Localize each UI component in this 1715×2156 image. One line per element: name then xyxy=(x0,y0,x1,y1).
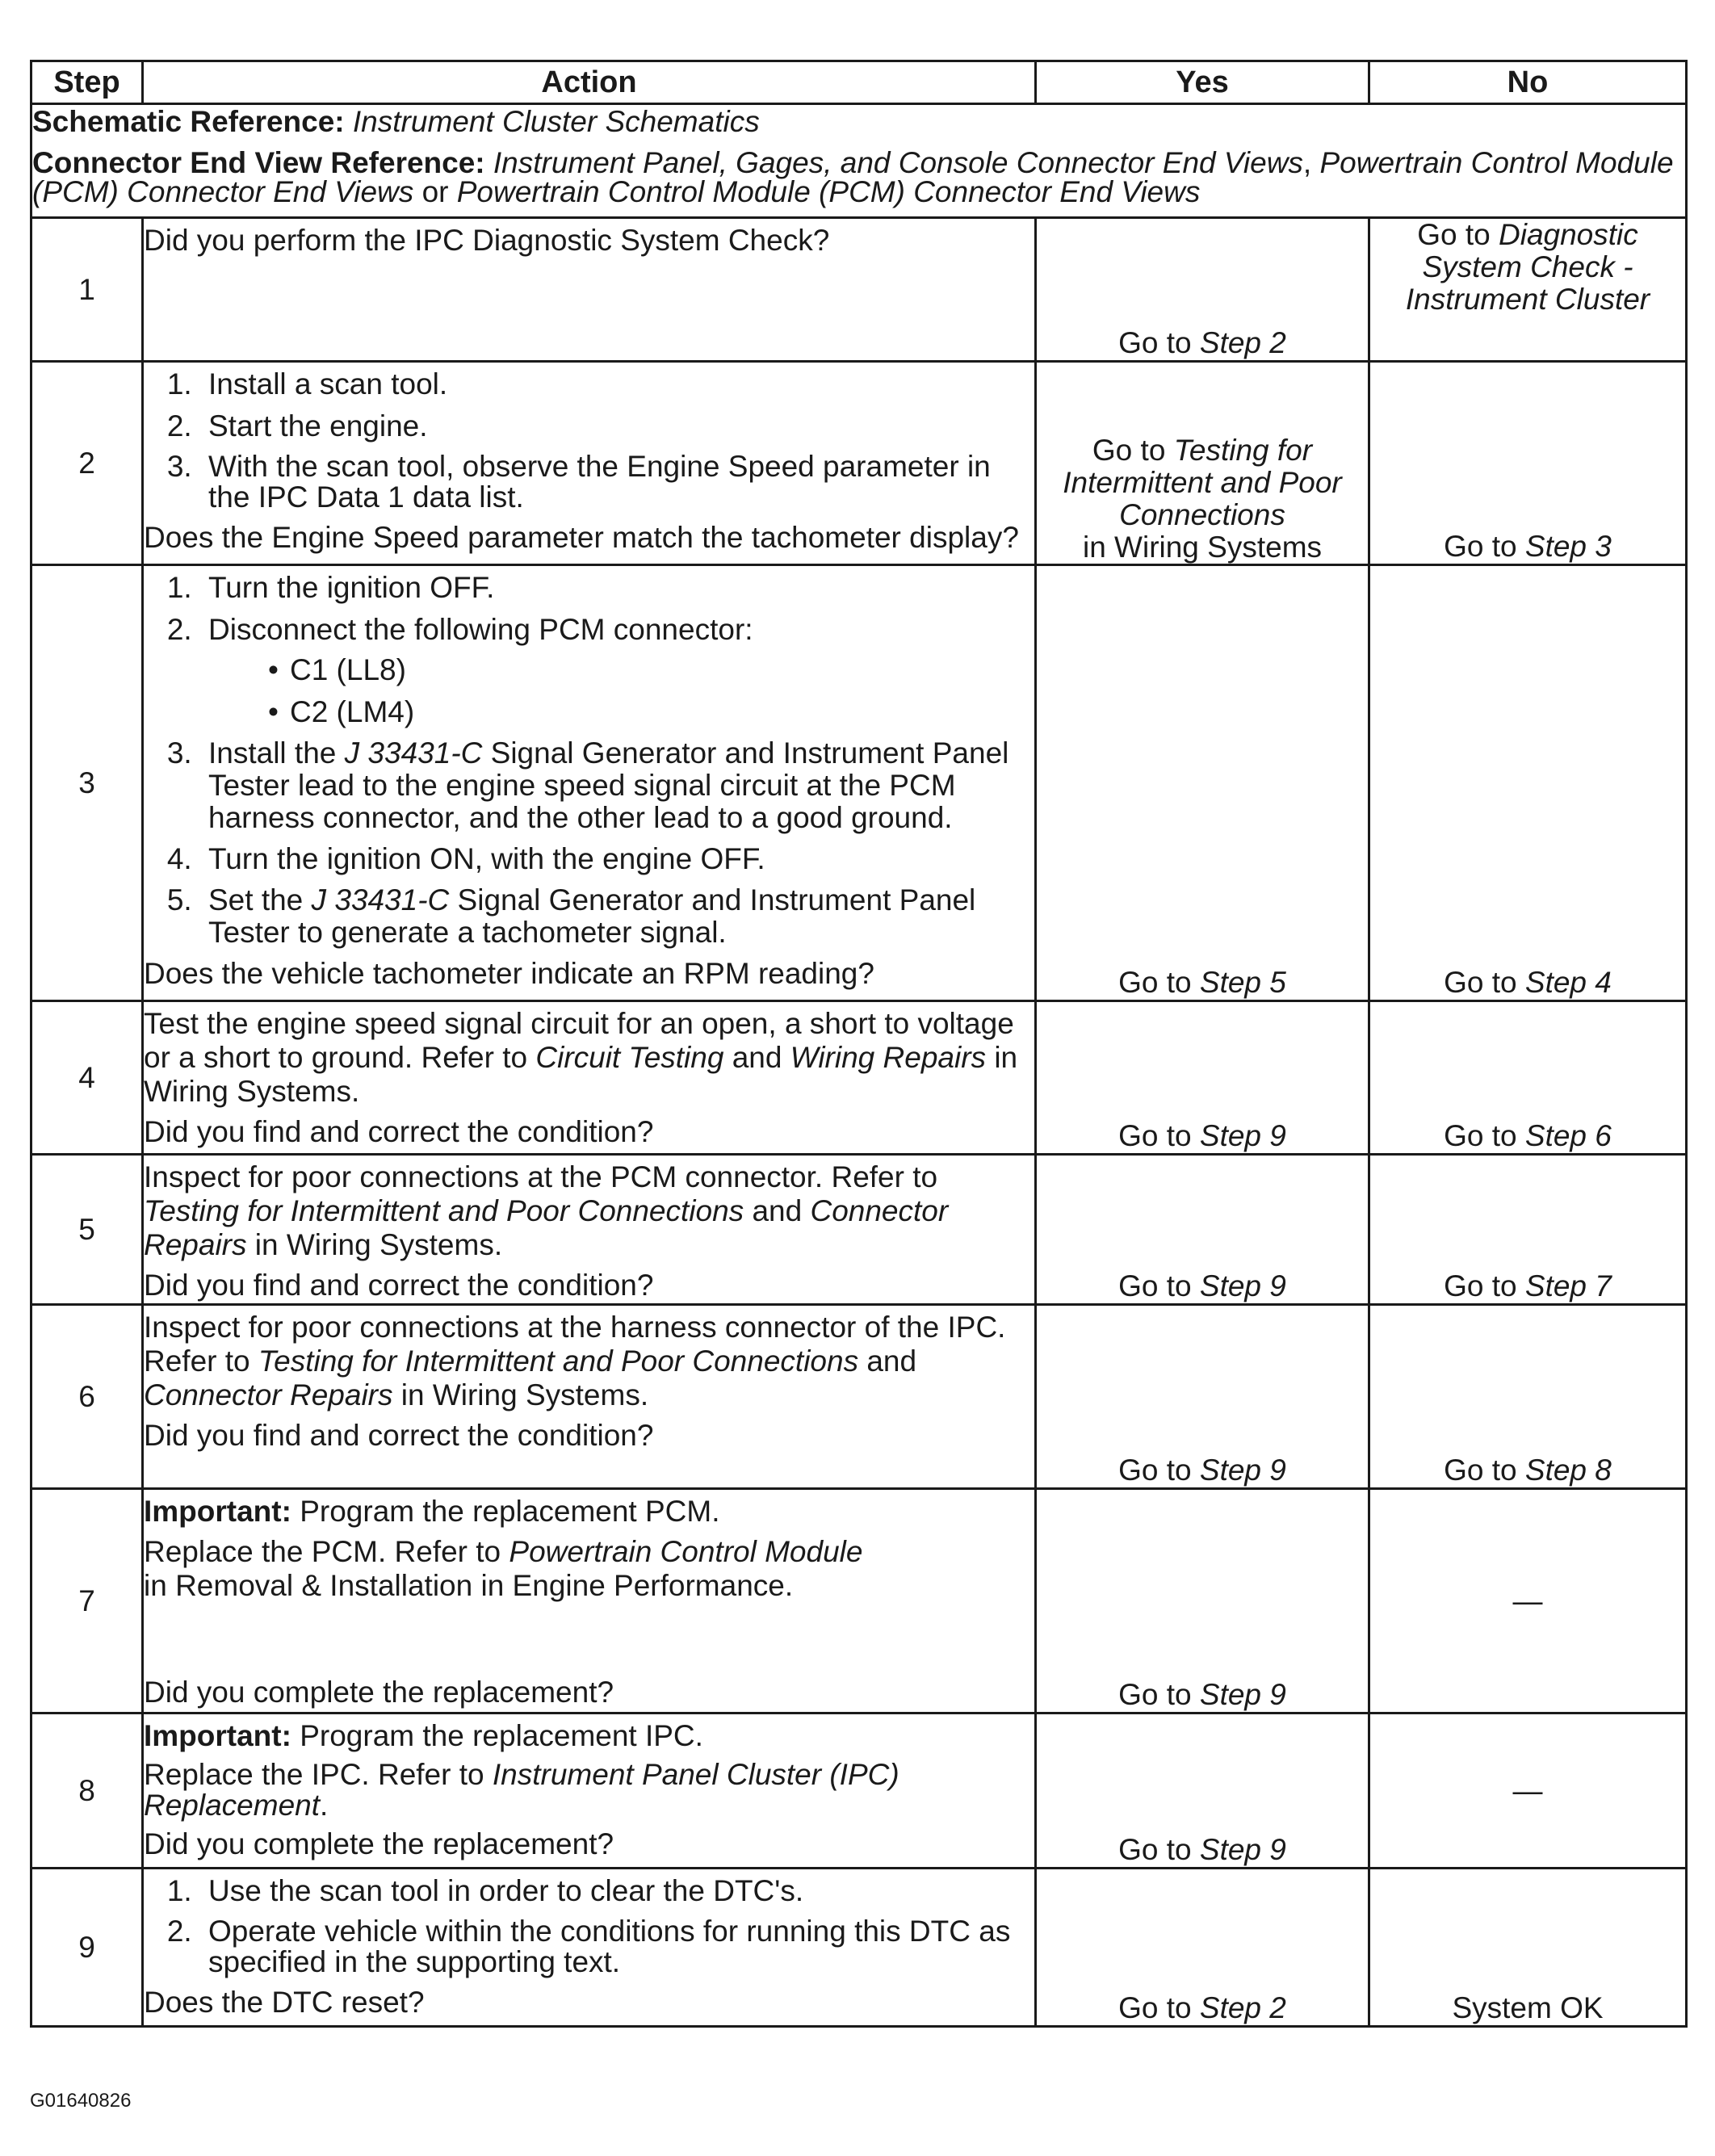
step-list xyxy=(144,571,1034,949)
goto-link[interactable]: Step 8 xyxy=(1524,1453,1612,1487)
schematic-reference-link[interactable]: Instrument Cluster Schematics xyxy=(352,105,760,138)
step-yes xyxy=(1036,1713,1369,1869)
goto-text: Go to xyxy=(1417,218,1491,251)
list-item: 1. Turn the ignition OFF. xyxy=(200,571,1034,605)
reference-cell xyxy=(31,104,1687,218)
header-no: No xyxy=(1369,61,1687,104)
connector-reference xyxy=(32,146,1685,208)
figure-id: G01640826 xyxy=(30,2090,132,2112)
list-item-text: Disconnect the following PCM connector: xyxy=(208,613,753,646)
step-action xyxy=(143,1305,1036,1489)
important-note xyxy=(144,1495,1034,1529)
goto-link[interactable]: Step 9 xyxy=(1199,1678,1286,1711)
list-item: 1. Install a scan tool. xyxy=(200,367,1034,401)
goto-text: Go to xyxy=(1092,434,1166,467)
step-question: Did you complete the replacement? xyxy=(144,1827,614,1860)
goto-text: Go to xyxy=(1444,966,1517,999)
step-number: 9 xyxy=(31,1869,143,2027)
step-number: 7 xyxy=(31,1489,143,1713)
tool-link[interactable]: J 33431-C xyxy=(311,883,450,917)
text: Inspect for poor connections at the harness connector of the IPC. Refer to xyxy=(144,1311,1006,1378)
ref-link[interactable]: Connector Repairs xyxy=(144,1378,393,1411)
list-item: 2. Operate vehicle within the conditions for running this DTC as specified in the supporting text. xyxy=(200,1916,1034,1978)
step-yes xyxy=(1036,1305,1369,1489)
text: and xyxy=(866,1344,917,1378)
step-yes xyxy=(1036,1155,1369,1305)
step-row-6 xyxy=(31,1305,1687,1489)
header-step: Step xyxy=(31,61,143,104)
goto-text: Go to xyxy=(1444,530,1517,563)
important-text: Program the replacement PCM. xyxy=(300,1495,720,1528)
step-text xyxy=(144,1311,1034,1412)
step-row-1 xyxy=(31,218,1687,362)
step-list xyxy=(144,1874,1034,1978)
step-yes xyxy=(1036,1489,1369,1713)
step-text xyxy=(144,1760,1034,1821)
goto-text: Go to xyxy=(1444,1119,1517,1152)
step-row-7 xyxy=(31,1489,1687,1713)
goto-link[interactable]: Testing for Intermittent and Poor Connections xyxy=(1063,434,1342,531)
step-yes xyxy=(1036,218,1369,362)
list-item xyxy=(200,884,1034,949)
schematic-reference-label: Schematic Reference: xyxy=(32,105,345,138)
step-action xyxy=(143,1001,1036,1155)
text: in Wiring Systems. xyxy=(144,1041,1018,1108)
step-action xyxy=(143,1713,1036,1869)
step-list xyxy=(144,367,1034,513)
step-number: 2 xyxy=(31,362,143,565)
step-row-8 xyxy=(31,1713,1687,1869)
goto-text: Go to xyxy=(1444,1269,1517,1302)
step-action xyxy=(143,1869,1036,2027)
step-action xyxy=(143,362,1036,565)
important-label: Important: xyxy=(144,1719,291,1752)
step-question: Did you find and correct the condition? xyxy=(144,1419,654,1452)
ref-link[interactable]: Circuit Testing xyxy=(535,1041,724,1074)
connector-reference-link-3[interactable]: Powertrain Control Module (PCM) Connector End Views xyxy=(456,175,1201,208)
step-question: Did you find and correct the condition? xyxy=(144,1115,654,1148)
ref-link[interactable]: Testing for Intermittent and Poor Connections xyxy=(258,1344,859,1378)
important-label: Important: xyxy=(144,1495,291,1528)
step-yes xyxy=(1036,1001,1369,1155)
connector-reference-label: Connector End View Reference: xyxy=(32,146,485,179)
step-question: Does the Engine Speed parameter match the tachometer display? xyxy=(144,521,1019,554)
text: in Removal & Installation in Engine Performance. xyxy=(144,1569,794,1602)
text: Replace the IPC. Refer to xyxy=(144,1758,484,1791)
step-no xyxy=(1369,1155,1687,1305)
step-action xyxy=(143,218,1036,362)
step-row-9 xyxy=(31,1869,1687,2027)
step-row-2 xyxy=(31,362,1687,565)
text: in Wiring Systems. xyxy=(254,1228,503,1261)
header-yes: Yes xyxy=(1036,61,1369,104)
header-action: Action xyxy=(143,61,1036,104)
list-item-text: Signal Generator and Instrument Panel Tester lead to the engine speed signal circuit at the PCM harness connector, and the other lead to a good ground. xyxy=(208,736,1009,834)
text: Inspect for poor connections at the PCM connector. Refer to xyxy=(144,1160,938,1193)
goto-text: Go to xyxy=(1118,1678,1192,1711)
goto-text: Go to xyxy=(1118,1119,1192,1152)
goto-text: Go to xyxy=(1444,1453,1517,1487)
goto-text-suffix: in Wiring Systems xyxy=(1082,531,1323,564)
step-no xyxy=(1369,565,1687,1001)
goto-link[interactable]: Step 9 xyxy=(1199,1119,1286,1152)
important-text: Program the replacement IPC. xyxy=(300,1719,703,1752)
step-number: 4 xyxy=(31,1001,143,1155)
bullet-item: • C2 (LM4) xyxy=(281,695,1034,729)
connector-or: or xyxy=(421,175,449,208)
step-action xyxy=(143,1155,1036,1305)
step-question: Did you complete the replacement? xyxy=(144,1676,614,1709)
step-question: Does the vehicle tachometer indicate an RPM reading? xyxy=(144,957,874,990)
ref-link[interactable]: Powertrain Control Module xyxy=(509,1535,863,1568)
step-text xyxy=(144,1160,1034,1262)
goto-link[interactable]: Diagnostic System Check - Instrument Cluster xyxy=(1405,218,1650,316)
goto-link[interactable]: Step 2 xyxy=(1199,326,1286,359)
text: Replace the PCM. Refer to xyxy=(144,1535,501,1568)
step-number: 3 xyxy=(31,565,143,1001)
step-row-3 xyxy=(31,565,1687,1001)
list-item-text: Set the xyxy=(208,883,304,917)
goto-link[interactable]: Step 7 xyxy=(1524,1269,1612,1302)
goto-link[interactable]: Step 3 xyxy=(1524,530,1612,563)
text: in Wiring Systems. xyxy=(400,1378,649,1411)
goto-text: Go to xyxy=(1118,1833,1192,1866)
step-no xyxy=(1369,1001,1687,1155)
step-yes xyxy=(1036,1869,1369,2027)
step-no: System OK xyxy=(1369,1869,1687,2027)
step-question: Does the DTC reset? xyxy=(144,1986,425,2019)
step-row-4 xyxy=(31,1001,1687,1155)
text: Test the engine speed signal circuit for an open, a short to voltage or a short to ground. Refer to xyxy=(144,1007,1014,1074)
connector-reference-link-1[interactable]: Instrument Panel, Gages, and Console Connector End Views xyxy=(493,146,1303,179)
ref-link[interactable]: Instrument Panel Cluster (IPC) Replacement xyxy=(144,1758,899,1822)
goto-link[interactable]: Step 4 xyxy=(1524,966,1612,999)
important-note xyxy=(144,1719,1034,1753)
step-question: Did you find and correct the condition? xyxy=(144,1269,654,1302)
list-item: 3. With the scan tool, observe the Engine Speed parameter in the IPC Data 1 data list. xyxy=(200,451,1034,513)
step-no xyxy=(1369,218,1687,362)
step-text xyxy=(144,1007,1034,1109)
goto-text: Go to xyxy=(1118,1453,1192,1487)
goto-text: Go to xyxy=(1118,326,1192,359)
goto-link[interactable]: Step 2 xyxy=(1199,1991,1286,2024)
ref-link[interactable]: Testing for Intermittent and Poor Connections xyxy=(144,1194,744,1227)
diagnostic-table xyxy=(30,60,1688,2028)
step-yes xyxy=(1036,362,1369,565)
goto-link[interactable]: Step 5 xyxy=(1199,966,1286,999)
step-number: 5 xyxy=(31,1155,143,1305)
goto-text: Go to xyxy=(1118,1991,1192,2024)
step-no xyxy=(1369,362,1687,565)
step-yes xyxy=(1036,565,1369,1001)
text: and xyxy=(732,1041,782,1074)
goto-link[interactable]: Step 6 xyxy=(1524,1119,1612,1152)
schematic-reference xyxy=(32,105,1685,139)
ref-link[interactable]: Wiring Repairs xyxy=(790,1041,987,1074)
list-item-text: Install the xyxy=(208,736,337,770)
list-item-text: Signal Generator and Instrument Panel Tester to generate a tachometer signal. xyxy=(208,883,976,949)
goto-link[interactable]: Step 9 xyxy=(1199,1269,1286,1302)
step-question: Did you perform the IPC Diagnostic System Check? xyxy=(144,224,830,257)
list-item: 2. Start the engine. xyxy=(200,409,1034,443)
goto-link[interactable]: Step 9 xyxy=(1199,1833,1286,1866)
step-no: — xyxy=(1369,1489,1687,1713)
connector-list xyxy=(208,653,1034,729)
list-item: 4. Turn the ignition ON, with the engine OFF. xyxy=(200,842,1034,876)
text: . xyxy=(320,1789,329,1822)
list-item xyxy=(200,737,1034,834)
tool-link[interactable]: J 33431-C xyxy=(344,736,483,770)
step-no: — xyxy=(1369,1713,1687,1869)
step-number: 8 xyxy=(31,1713,143,1869)
bullet-item: • C1 (LL8) xyxy=(281,653,1034,687)
reference-row xyxy=(31,104,1687,218)
connector-separator: , xyxy=(1302,146,1312,179)
step-number: 1 xyxy=(31,218,143,362)
step-action xyxy=(143,565,1036,1001)
step-no xyxy=(1369,1305,1687,1489)
text: and xyxy=(752,1194,803,1227)
list-item xyxy=(200,613,1034,729)
step-text xyxy=(144,1535,1034,1603)
connector-reference-link-2[interactable]: Powertrain Control Module (PCM) Connector End Views xyxy=(32,146,1674,208)
header-row xyxy=(31,61,1687,104)
step-row-5 xyxy=(31,1155,1687,1305)
step-number: 6 xyxy=(31,1305,143,1489)
goto-text: Go to xyxy=(1118,966,1192,999)
goto-link[interactable]: Step 9 xyxy=(1199,1453,1286,1487)
step-action xyxy=(143,1489,1036,1713)
list-item: 1. Use the scan tool in order to clear the DTC's. xyxy=(200,1874,1034,1908)
goto-text: Go to xyxy=(1118,1269,1192,1302)
ref-link[interactable]: Connector Repairs xyxy=(144,1194,949,1261)
